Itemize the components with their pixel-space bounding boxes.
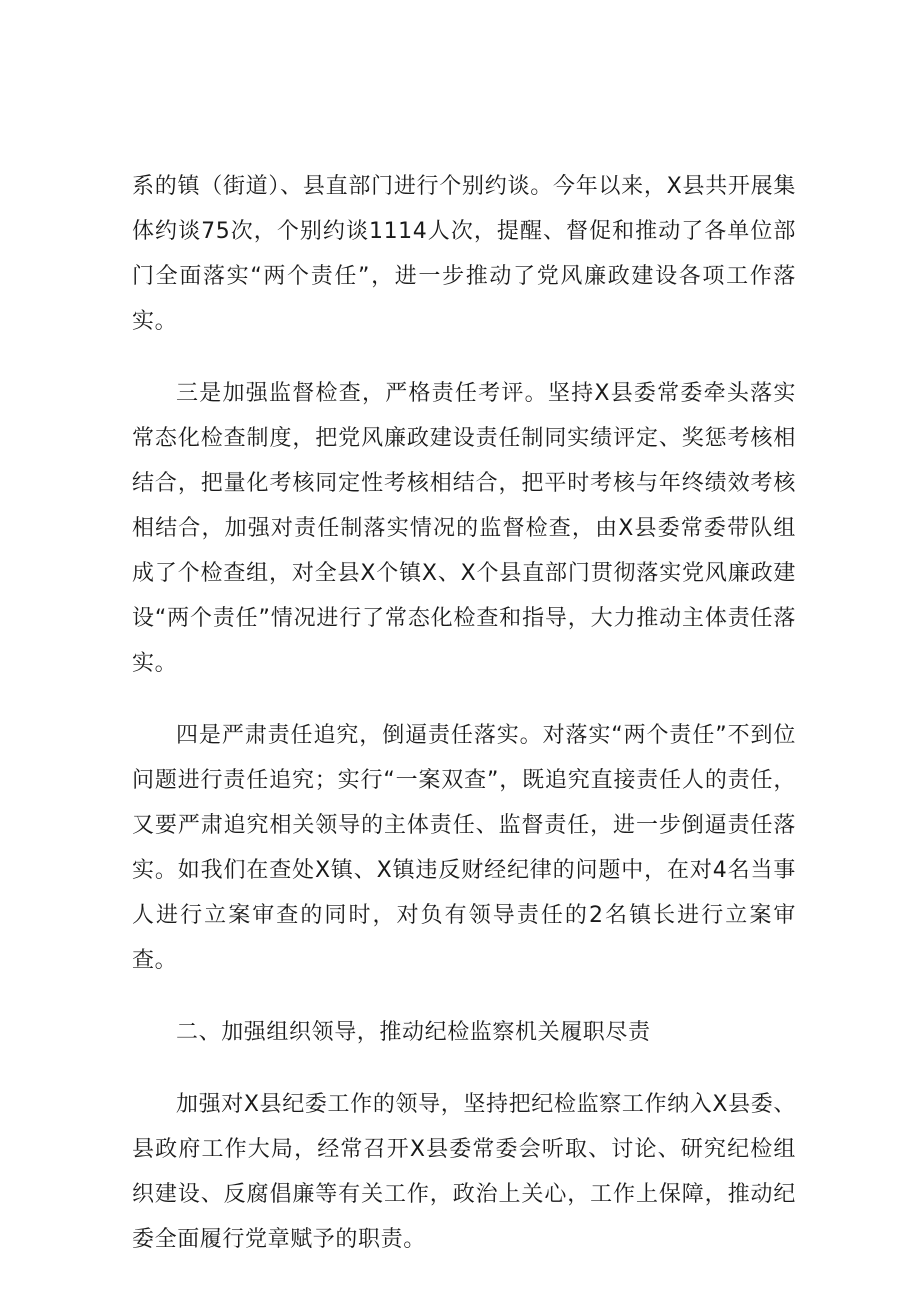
section-heading: 二、加强组织领导，推动纪检监察机关履职尽责	[176, 1020, 651, 1045]
paragraph-continuation: 系的镇（街道）、县直部门进行个别约谈。今年以来，X县共开展集体约谈75次，个别约谈1114人次，提醒、督促和推动了各单位部门全面落实“两个责任”，进一步推动了党风廉政建设各项工作落实。	[132, 174, 796, 334]
document-body	[132, 164, 796, 1262]
paragraph-supervision-inspection: 三是加强监督检查，严格责任考评。坚持X县委常委牵头落实常态化检查制度，把党风廉政建设责任制同实绩评定、奖惩考核相结合，把量化考核同定性考核相结合，把平时考核与年终绩效考核相结合，加强对责任制落实情况的监督检查，由X县委常委带队组成了个检查组，对全县X个镇X、X个县直部门贯彻落实党风廉政建设“两个责任”情况进行了常态化检查和指导，大力推动主体责任落实。	[132, 381, 796, 676]
paragraph-accountability: 四是严肃责任追究，倒逼责任落实。对落实“两个责任”不到位问题进行责任追究；实行“一案双查”，既追究直接责任人的责任，又要严肃追究相关领导的主体责任、监督责任，进一步倒逼责任落实。如我们在查处X镇、X镇违反财经纪律的问题中，在对4名当事人进行立案审查的同时，对负有领导责任的2名镇长进行立案审查。	[132, 723, 796, 973]
paragraph-organizational-leadership: 加强对X县纪委工作的领导，坚持把纪检监察工作纳入X县委、县政府工作大局，经常召开X县委常委会听取、讨论、研究纪检组织建设、反腐倡廉等有关工作，政治上关心，工作上保障，推动纪委全面履行党章赋予的职责。	[132, 1092, 796, 1252]
